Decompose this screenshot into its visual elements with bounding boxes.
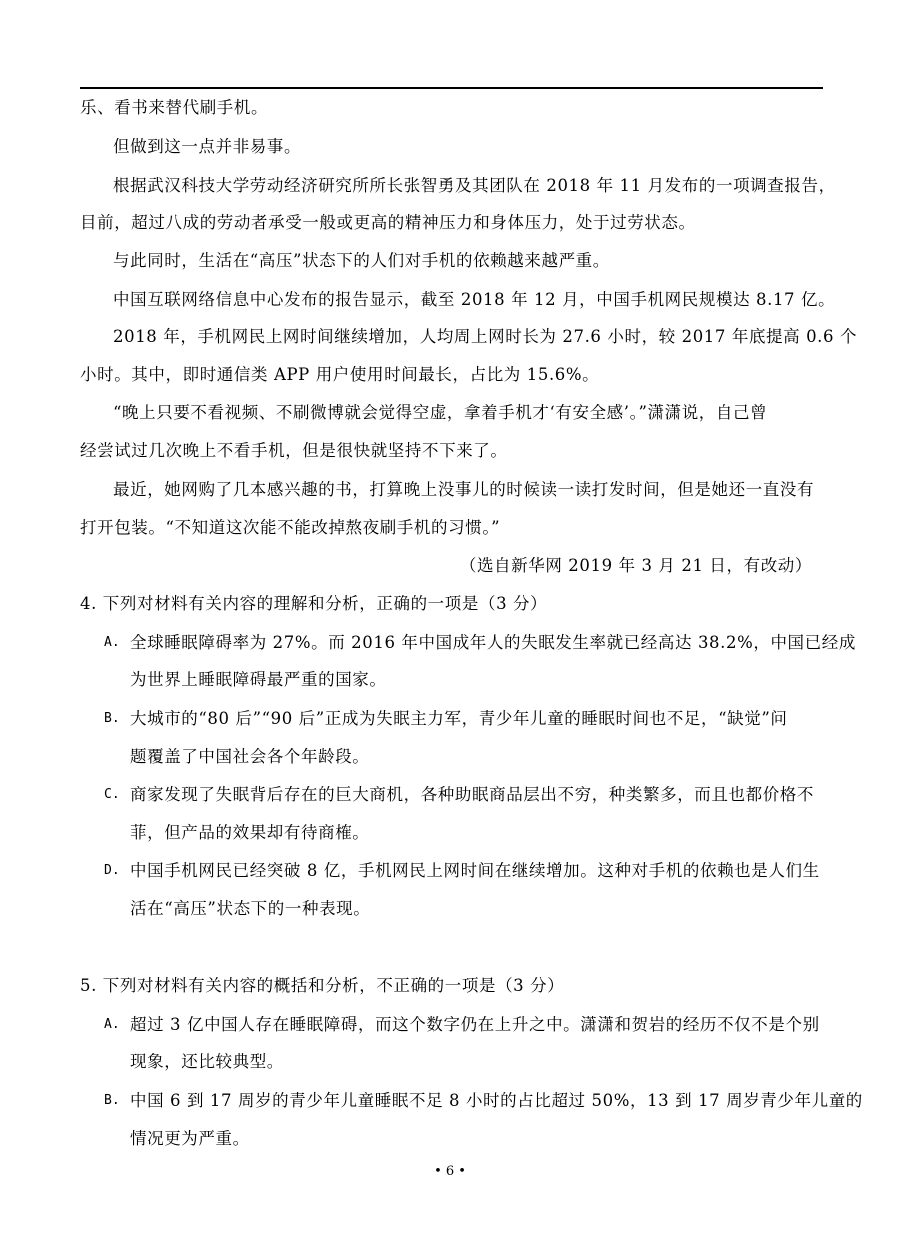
q5-option-letter: B. [104,1093,120,1108]
passage-line: 2018 年，手机网民上网时间继续增加，人均周上网时长为 27.6 小时，较 2017 年底提高 0.6 个 [113,327,858,346]
q4-option-a-line: 为世界上睡眠障碍最严重的国家。 [130,670,387,689]
header-rule [80,87,823,89]
passage-line: 与此同时，生活在“高压”状态下的人们对手机的依赖越来越严重。 [113,251,610,270]
q5-option-a-line: 现象，还比较典型。 [130,1052,284,1071]
page-number: • 6 • [434,1164,466,1179]
q4-option-letter: C. [104,787,120,802]
passage-line: “晚上只要不看视频、不刷微博就会觉得空虚，拿着手机才‘有安全感’。”潇潇说，自己曾 [113,403,768,422]
passage-line: 中国互联网络信息中心发布的报告显示，截至 2018 年 12 月，中国手机网民规模达 8.17 亿。 [113,290,836,309]
q5-option-letter: A. [104,1017,120,1032]
passage-line: 最近，她网购了几本感兴趣的书，打算晚上没事儿的时候读一读打发时间，但是她还一直没有 [113,480,815,499]
q4-option-d-line: 中国手机网民已经突破 8 亿，手机网民上网时间在继续增加。这种对手机的依赖也是人们生 [130,861,820,880]
q4-option-letter: D. [104,863,120,878]
passage-line: 目前，超过八成的劳动者承受一般或更高的精神压力和身体压力，处于过劳状态。 [80,213,696,232]
passage-line: 根据武汉科技大学劳动经济研究所所长张智勇及其团队在 2018 年 11 月发布的一项调查报告， [113,176,836,195]
q4-option-c-line: 商家发现了失眠背后存在的巨大商机，各种助眠商品层出不穷，种类繁多，而且也都价格不 [130,785,814,804]
passage-line: 小时。其中，即时通信类 APP 用户使用时间最长，占比为 15.6%。 [80,365,600,384]
passage-line: 但做到这一点并非易事。 [113,137,302,156]
q4-option-d-line: 活在“高压”状态下的一种表现。 [130,899,371,918]
q4-option-c-line: 菲，但产品的效果却有待商榷。 [130,823,370,842]
source-citation: （选自新华网 2019 年 3 月 21 日，有改动） [459,556,812,575]
q5-option-a-line: 超过 3 亿中国人存在睡眠障碍，而这个数字仍在上升之中。潇潇和贺岩的经历不仅不是个别 [130,1015,820,1034]
q4-option-b-line: 大城市的“80 后”“90 后”正成为失眠主力军，青少年儿童的睡眠时间也不足，“缺觉”问 [130,709,788,728]
q4-option-letter: B. [104,711,120,726]
question-5-stem: 5. 下列对材料有关内容的概括和分析，不正确的一项是（3 分） [80,976,565,995]
q5-option-b-line: 中国 6 到 17 周岁的青少年儿童睡眠不足 8 小时的占比超过 50%，13 到 17 周岁青少年儿童的 [130,1091,863,1110]
q4-option-b-line: 题覆盖了中国社会各个年龄段。 [130,747,370,766]
passage-line: 乐、看书来替代刷手机。 [80,98,269,117]
q4-option-a-line: 全球睡眠障碍率为 27%。而 2016 年中国成年人的失眠发生率就已经高达 38.2%，中国已经成 [130,633,856,652]
passage-line: 经尝试过几次晚上不看手机，但是很快就坚持不下来了。 [80,441,508,460]
q5-option-b-line: 情况更为严重。 [130,1129,250,1148]
passage-line: 打开包装。“不知道这次能不能改掉熬夜刷手机的习惯。” [80,518,501,537]
q4-option-letter: A. [104,635,120,650]
question-4-stem: 4. 下列对材料有关内容的理解和分析，正确的一项是（3 分） [80,594,548,613]
